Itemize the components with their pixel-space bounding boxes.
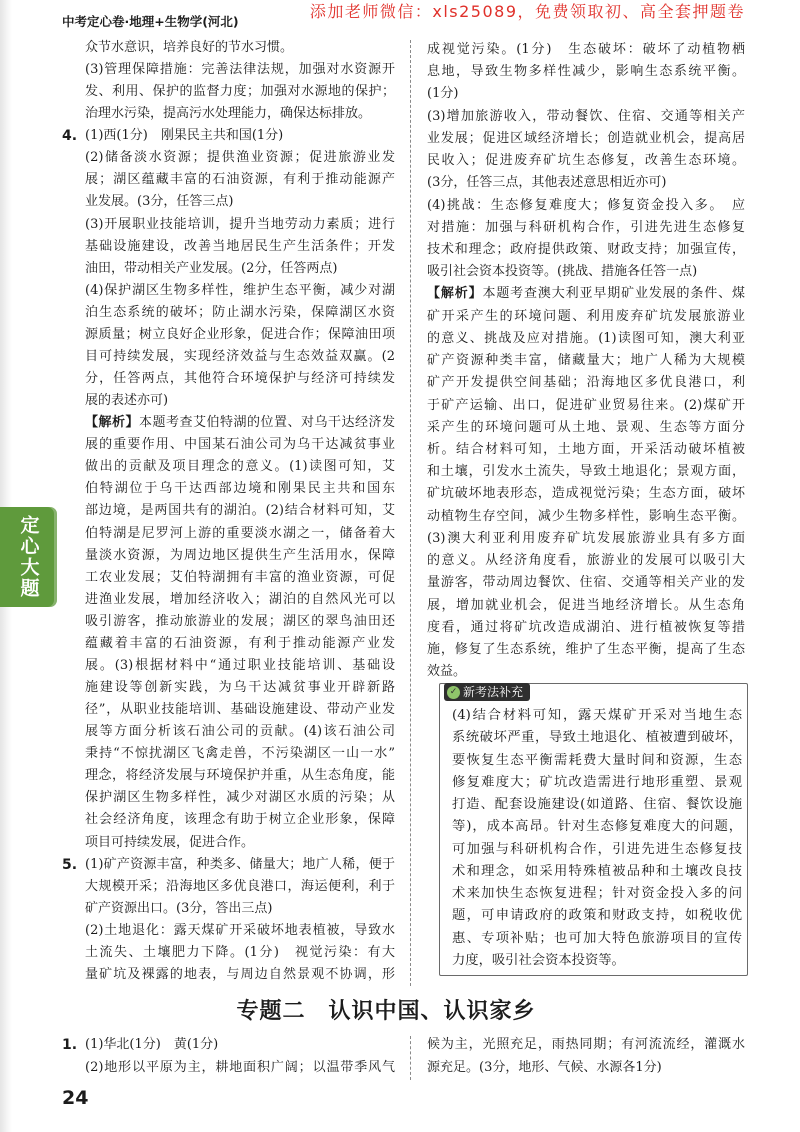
line-content — [85, 832, 395, 854]
line-content — [427, 395, 745, 417]
line-content — [427, 39, 745, 61]
line-content — [85, 390, 395, 412]
text-line — [85, 1057, 395, 1079]
line-text: (3)开展职业技能培训，提升当地劳动力素质；进行 — [85, 216, 395, 232]
line-content — [452, 905, 742, 927]
line-content — [427, 417, 745, 439]
line-text: 可加强与科研机构合作，引进先进生态修复技 — [452, 841, 742, 857]
text-line — [427, 1057, 745, 1079]
line-text: 秉持“不惊扰湖区飞禽走兽，不污染湖区一山一水” — [85, 746, 395, 762]
line-content — [85, 434, 395, 456]
line-text: (4)结合材料可知，露天煤矿开采对当地生态 — [452, 708, 742, 723]
line-content — [427, 550, 745, 572]
line-content — [85, 81, 395, 103]
text-line — [452, 883, 742, 905]
line-text: 矿坑破坏地表形态，造成视觉污染；生态方面，破坏 — [427, 486, 745, 502]
text-line — [427, 439, 745, 461]
text-line — [85, 147, 395, 169]
text-line — [427, 417, 745, 439]
text-line — [85, 655, 395, 677]
line-content — [427, 283, 745, 305]
text-line — [85, 942, 395, 964]
text-line — [85, 699, 395, 721]
line-text: 惠、专项补贴；也可加大特色旅游项目的宣传 — [452, 930, 742, 946]
line-content — [452, 772, 742, 794]
line-content — [427, 528, 745, 550]
text-line — [85, 964, 395, 986]
line-text: 进渔业发展，增加经济收入；湖泊的自然风光可以 — [85, 591, 395, 607]
line-content — [452, 794, 742, 816]
line-content — [85, 191, 395, 213]
text-line — [427, 506, 745, 528]
line-content — [427, 106, 745, 128]
line-text: 施建设等创新实践，为乌干达减贫事业开辟新路 — [85, 680, 395, 696]
line-text: (1)西(1分) 刚果民主共和国(1分) — [85, 128, 284, 144]
line-content — [427, 617, 745, 639]
line-content — [85, 964, 395, 986]
line-content — [427, 372, 745, 394]
text-line — [85, 545, 395, 567]
line-content — [427, 306, 745, 328]
text-line — [427, 172, 745, 194]
line-text: 展；湖区蕴藏丰富的石油资源，有利于推动能源产 — [85, 172, 395, 188]
line-content — [85, 346, 395, 368]
item-number: 1. — [62, 1037, 78, 1053]
text-line — [85, 523, 395, 545]
line-content — [85, 368, 395, 390]
analysis-label: 【解析】 — [427, 286, 483, 302]
line-content — [427, 172, 745, 194]
line-content — [427, 128, 745, 150]
text-line — [85, 169, 395, 191]
line-content — [85, 920, 395, 942]
text-line — [62, 854, 395, 876]
line-content — [452, 861, 742, 883]
supplement-text-column — [452, 705, 742, 973]
line-text: 土流失、土壤肥力下降。(1分) 视觉污染：有大 — [85, 944, 395, 960]
line-text: 保护湖区生物多样性，减少对湖区水质的污染；从 — [85, 790, 395, 806]
text-line — [85, 478, 395, 500]
text-line — [427, 661, 745, 683]
text-line — [427, 372, 745, 394]
text-line — [452, 727, 742, 749]
line-content — [427, 83, 745, 105]
line-content — [452, 705, 742, 727]
line-text: 社会经济角度，该理念有助于树立企业形象，保障 — [85, 812, 395, 828]
line-content — [427, 661, 745, 683]
text-line — [452, 861, 742, 883]
text-line — [452, 750, 742, 772]
line-content — [427, 461, 745, 483]
line-text: 打造、配套设施建设(如道路、住宿、餐饮设施 — [452, 797, 742, 813]
line-content — [427, 506, 745, 528]
line-text: 矿开采产生的环境问题、利用废弃矿坑发展旅游业 — [427, 308, 745, 324]
line-text: 施，修复了生态系统，维护了生态平衡，提高了生态 — [427, 641, 745, 657]
section-title: 专题二 认识中国、认识家乡 — [236, 999, 536, 1024]
line-content — [85, 743, 395, 765]
line-content — [85, 214, 395, 236]
line-content — [85, 103, 395, 125]
page-number: 24 — [62, 1087, 89, 1109]
line-content — [452, 839, 742, 861]
item-number: 5. — [62, 856, 78, 873]
watermark-text: 添加老师微信：xls25089，免费领取初、高全套押题卷 — [309, 2, 745, 21]
text-line — [452, 928, 742, 950]
line-content — [85, 1034, 395, 1056]
line-content — [452, 816, 742, 838]
line-content — [427, 328, 745, 350]
line-content — [85, 876, 395, 898]
line-text: 分，任答两点，其他符合环境保护与经济可持续发 — [85, 371, 395, 387]
text-line — [85, 59, 395, 81]
line-text: 等)，成本高昂。针对生态修复难度大的问题， — [452, 819, 742, 835]
line-text: 业发展。(3分，任答三点) — [85, 194, 234, 210]
line-text: 析。结合材料可知，土地方面，开采活动破坏植被 — [427, 441, 745, 457]
line-content — [85, 258, 395, 280]
line-text: 息地，导致生物多样性减少，影响生态系统平衡。 — [427, 64, 745, 80]
column-divider — [410, 40, 411, 986]
text-line — [427, 595, 745, 617]
section-left-column — [62, 1034, 395, 1082]
text-line — [85, 567, 395, 589]
line-text: 动植物生存空间，减少生物多样性，影响生态平衡。 — [427, 508, 745, 524]
line-content — [85, 545, 395, 567]
text-line — [427, 617, 745, 639]
column-divider — [410, 1036, 411, 1080]
text-line — [427, 328, 745, 350]
line-content — [85, 854, 395, 876]
text-line — [85, 302, 395, 324]
text-line — [427, 150, 745, 172]
line-content — [85, 898, 395, 920]
line-text: 术来加快生态恢复进程；针对资金投入多的问 — [452, 886, 742, 902]
line-text: 油田，带动相关产业发展。(2分，任答两点) — [85, 260, 338, 276]
line-text: 目可持续发展，实现经济效益与生态效益双赢。(2 — [85, 348, 395, 364]
line-content — [85, 942, 395, 964]
line-text: 于矿产运输、出口，促进矿业贸易往来。(2)煤矿开 — [427, 397, 745, 413]
line-content — [85, 567, 395, 589]
text-line — [85, 898, 395, 920]
text-line — [85, 368, 395, 390]
text-line — [427, 483, 745, 505]
line-text: 项目可持续发展，促进合作。 — [85, 834, 255, 850]
line-content — [427, 639, 745, 661]
line-content — [427, 1057, 745, 1079]
line-text: 大规模开采；沿海地区多优良港口，海运便利，利于 — [85, 878, 395, 894]
text-line — [62, 1034, 395, 1056]
line-content — [85, 500, 395, 522]
line-text: 量游客，带动周边餐饮、住宿、交通等相关产业的发 — [427, 575, 745, 591]
line-content — [427, 261, 745, 283]
line-text: 候为主，光照充足，雨热同期；有河流流经，灌溉水 — [427, 1037, 745, 1052]
text-line — [452, 905, 742, 927]
line-text: 矿产资源种类丰富，储藏量大；地广人稀为大规模 — [427, 353, 745, 369]
line-content — [85, 59, 395, 81]
line-content — [85, 633, 395, 655]
text-line — [85, 589, 395, 611]
side-tab-label: 定心大题 — [17, 515, 40, 599]
analysis-label: 【解析】 — [85, 415, 139, 431]
line-content — [85, 699, 395, 721]
text-line — [427, 83, 745, 105]
line-content — [85, 765, 395, 787]
text-line — [62, 125, 395, 147]
text-line — [427, 1034, 745, 1056]
line-content — [427, 217, 745, 239]
text-line — [85, 434, 395, 456]
text-line — [85, 787, 395, 809]
text-line — [452, 816, 742, 838]
line-text: (1分) — [427, 86, 459, 102]
text-line — [85, 191, 395, 213]
text-line — [452, 839, 742, 861]
line-text: (3)管理保障措施：完善法律法规，加强对水资源开 — [85, 62, 395, 78]
line-content — [427, 61, 745, 83]
line-text: 要恢复生态平衡需耗费大量时间和资源，生态 — [452, 752, 742, 768]
line-content — [85, 1057, 395, 1079]
text-line — [427, 106, 745, 128]
line-text: (1)矿产资源丰富，种类多、储量大；地广人稀，便于 — [85, 856, 395, 872]
supplement-tag — [444, 683, 530, 701]
line-text: 采产生的环境问题可从土地、景观、生态等方面分 — [427, 419, 745, 435]
line-text: 做出的贡献及项目理念的意义。(1)读图可知，艾 — [85, 459, 395, 475]
line-text: (2)储备淡水资源；提供渔业资源；促进旅游业发 — [85, 150, 395, 166]
line-text: 业发展；促进区域经济增长；创造就业机会，提高居 — [427, 130, 745, 146]
text-line — [85, 412, 395, 434]
line-text: 度看，通过将矿坑改造成湖泊、进行植被恢复等措 — [427, 619, 745, 635]
line-content — [85, 125, 395, 147]
line-text: 展等方面分析该石油公司的贡献。(4)该石油公司 — [85, 724, 395, 740]
side-tab — [0, 507, 57, 607]
line-text: 量矿坑及裸露的地表，与周边自然景观不协调，形 — [85, 966, 395, 982]
line-text: 和土壤，引发水土流失，导致土地退化；景观方面， — [427, 464, 745, 480]
line-content — [427, 150, 745, 172]
line-text: (4)挑战：生态修复难度大；修复资金投入多。 应 — [427, 197, 745, 213]
line-text: 的意义。从经济角度看，旅游业的发展可以吸引大 — [427, 553, 745, 569]
line-text: 本题考查澳大利亚早期矿业发展的条件、煤 — [482, 286, 745, 302]
text-line — [85, 743, 395, 765]
line-content — [85, 721, 395, 743]
line-content — [427, 439, 745, 461]
line-text: 本题考查艾伯特湖的位置、对乌干达经济发 — [139, 415, 395, 431]
text-line — [427, 639, 745, 661]
line-text: 伯特湖位于乌干达西部边境和刚果民主共和国东 — [85, 481, 395, 497]
text-line — [427, 261, 745, 283]
line-content — [85, 589, 395, 611]
line-content — [427, 572, 745, 594]
text-line — [85, 258, 395, 280]
line-content — [427, 595, 745, 617]
item-number: 4. — [62, 128, 78, 145]
line-content — [85, 236, 395, 258]
line-content — [427, 195, 745, 217]
line-text: 源质量；树立良好企业形象，促进合作；保障油田项 — [85, 326, 395, 342]
line-content — [85, 280, 395, 302]
line-text: (2)地形以平原为主，耕地面积广阔；以温带季风气 — [85, 1060, 395, 1075]
line-text: 成视觉污染。(1分) 生态破坏：破坏了动植物栖 — [427, 42, 745, 57]
line-text: 理念，将经济发展与环境保护并重，从生态角度，能 — [85, 768, 395, 784]
text-line — [452, 705, 742, 727]
line-content — [452, 883, 742, 905]
text-line — [85, 920, 395, 942]
line-text: 吸引社会资本投资等。(挑战、措施各任答一点) — [427, 264, 698, 280]
line-content — [85, 809, 395, 831]
section-right-column — [427, 1034, 745, 1082]
running-header: 中考定心卷·地理+生物学(河北) — [62, 14, 239, 29]
line-content — [85, 655, 395, 677]
line-content — [85, 412, 395, 434]
line-text: 民收入；促进废弃矿坑生态修复，改善生态环境。 — [427, 153, 745, 169]
line-text: 发、利用、保护的监督力度；加强对水源地的保护； — [85, 84, 395, 100]
line-text: 量淡水资源，为周边地区提供生产生活用水，保障 — [85, 547, 395, 563]
line-content — [427, 239, 745, 261]
text-line — [452, 794, 742, 816]
text-line — [427, 195, 745, 217]
text-line — [452, 772, 742, 794]
text-line — [85, 876, 395, 898]
text-line — [427, 239, 745, 261]
line-content — [85, 478, 395, 500]
line-content — [85, 787, 395, 809]
text-line — [85, 280, 395, 302]
text-line — [85, 633, 395, 655]
text-line — [85, 81, 395, 103]
text-line — [85, 346, 395, 368]
text-line — [427, 217, 745, 239]
text-line — [427, 39, 745, 61]
line-text: 径”，从职业技能培训、基础设施建设、带动产业发 — [85, 702, 395, 718]
line-text: 修复难度大；矿坑改造需进行地形重塑、景观 — [452, 774, 742, 790]
line-text: 力度，吸引社会资本投资等。 — [452, 952, 625, 968]
line-text: 效益。 — [427, 664, 467, 680]
line-content — [85, 324, 395, 346]
line-content — [427, 483, 745, 505]
line-content — [85, 302, 395, 324]
text-line — [452, 950, 742, 972]
text-line — [85, 832, 395, 854]
line-content — [452, 750, 742, 772]
line-content — [85, 37, 395, 59]
line-text: 矿产开发提供空间基础；沿海地区多优良港口，利 — [427, 375, 745, 391]
text-line — [85, 103, 395, 125]
line-text: 矿产资源出口。(3分，答出三点) — [85, 900, 273, 916]
line-text: 对措施：加强与科研机构合作，引进先进生态修复 — [427, 219, 745, 235]
line-text: 题，可申请政府的政策和财政支持，如税收优 — [452, 908, 742, 924]
line-text: (1)华北(1分) 黄(1分) — [85, 1037, 219, 1052]
line-text: 基础设施建设，改善当地居民生产生活条件；开发 — [85, 238, 395, 254]
line-content — [452, 950, 742, 972]
line-text: 众节水意识，培养良好的节水习惯。 — [85, 40, 294, 55]
line-text: (3)增加旅游收入，带动餐饮、住宿、交通等相关产 — [427, 108, 745, 124]
line-text: 系统破坏严重，导致土地退化、植被遭到破坏， — [452, 730, 742, 746]
line-content — [452, 928, 742, 950]
line-content — [427, 1034, 745, 1056]
text-line — [85, 721, 395, 743]
line-text: 展。(3)根据材料中“通过职业技能培训、基础设 — [85, 657, 395, 673]
right-text-column — [427, 39, 745, 684]
line-text: (4)保护湖区生物多样性，维护生态平衡，减少对湖 — [85, 282, 395, 298]
text-line — [427, 572, 745, 594]
text-line — [427, 61, 745, 83]
line-text: 吸引游客，推动旅游业的发展；湖区的翠鸟油田还 — [85, 613, 395, 629]
line-text: 泊生态系统的破坏；防止湖水污染，保障湖区水资 — [85, 304, 395, 320]
text-line — [427, 550, 745, 572]
badge-icon: ✓ — [447, 686, 460, 699]
line-text: 蕴藏着丰富的石油资源，有利于推动能源产业发 — [85, 635, 395, 651]
line-text: 展的表述亦可) — [85, 393, 169, 409]
text-line — [427, 350, 745, 372]
line-content — [85, 677, 395, 699]
text-line — [427, 528, 745, 550]
line-content — [85, 456, 395, 478]
line-content — [85, 169, 395, 191]
line-text: 展的重要作用、中国某石油公司为乌干达减贫事业 — [85, 437, 395, 453]
line-text: (2)土地退化：露天煤矿开采破坏地表植被，导致水 — [85, 922, 395, 938]
text-line — [85, 390, 395, 412]
text-line — [85, 677, 395, 699]
text-line — [427, 461, 745, 483]
line-text: (3分，任答三点，其他表述意思相近亦可) — [427, 175, 667, 191]
text-line — [85, 214, 395, 236]
text-line — [85, 500, 395, 522]
line-text: 伯特湖是尼罗河上游的重要淡水湖之一，储备着大 — [85, 525, 395, 541]
line-content — [427, 350, 745, 372]
line-text: 源充足。(3分，地形、气候、水源各1分) — [427, 1060, 662, 1075]
line-text: 部边境，是两国共有的湖泊。(2)结合材料可知，艾 — [85, 503, 395, 519]
line-text: 的意义、挑战及应对措施。(1)读图可知，澳大利亚 — [427, 330, 745, 346]
line-text: 展，增加就业机会，促进当地经济增长。从生态角 — [427, 597, 745, 613]
text-line — [85, 236, 395, 258]
text-line — [427, 395, 745, 417]
line-text: (3)澳大利亚利用废弃矿坑发展旅游业具有多方面 — [427, 530, 745, 546]
text-line — [427, 306, 745, 328]
text-line — [85, 611, 395, 633]
line-content — [452, 727, 742, 749]
line-text: 技术和理念；政府提供政策、财政支持；加强宣传， — [427, 241, 745, 257]
text-line — [85, 456, 395, 478]
left-text-column — [62, 37, 395, 989]
text-line — [85, 809, 395, 831]
text-line — [85, 765, 395, 787]
line-content — [85, 611, 395, 633]
text-line — [85, 37, 395, 59]
supplement-label: 新考法补充 — [463, 685, 524, 699]
line-content — [85, 523, 395, 545]
line-text: 工农业发展；艾伯特湖拥有丰富的渔业资源，可促 — [85, 569, 395, 585]
text-line — [427, 128, 745, 150]
text-line — [85, 324, 395, 346]
line-text: 术和理念，如采用特殊植被品种和土壤改良技 — [452, 863, 742, 879]
line-content — [85, 147, 395, 169]
line-text: 治理水污染，提高污水处理能力，确保达标排放。 — [85, 106, 372, 122]
text-line — [427, 283, 745, 305]
